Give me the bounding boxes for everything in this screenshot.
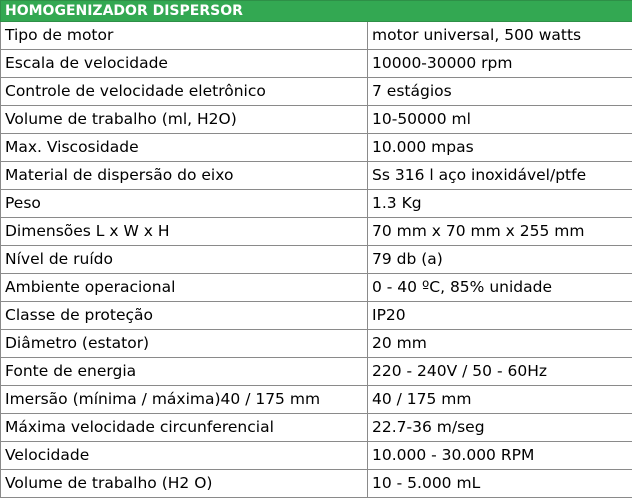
table-row xyxy=(1,246,632,274)
table-header-row xyxy=(1,1,632,22)
spec-value: Ss 316 l aço inoxidável/ptfe xyxy=(368,162,632,190)
spec-label: Nível de ruído xyxy=(1,246,368,274)
table-row xyxy=(1,22,632,50)
spec-label: Volume de trabalho (ml, H2O) xyxy=(1,106,368,134)
table-row xyxy=(1,162,632,190)
spec-label: Velocidade xyxy=(1,442,368,470)
table-row xyxy=(1,302,632,330)
table-row xyxy=(1,50,632,78)
spec-label: Max. Viscosidade xyxy=(1,134,368,162)
table-row xyxy=(1,218,632,246)
table-row xyxy=(1,442,632,470)
spec-label: Peso xyxy=(1,190,368,218)
spec-label: Material de dispersão do eixo xyxy=(1,162,368,190)
table-row xyxy=(1,274,632,302)
spec-label: Tipo de motor xyxy=(1,22,368,50)
spec-label: Escala de velocidade xyxy=(1,50,368,78)
table-title: HOMOGENIZADOR DISPERSOR xyxy=(1,1,632,22)
table-row xyxy=(1,358,632,386)
spec-label: Dimensões L x W x H xyxy=(1,218,368,246)
spec-value: 79 db (a) xyxy=(368,246,632,274)
spec-value: 220 - 240V / 50 - 60Hz xyxy=(368,358,632,386)
table-row xyxy=(1,190,632,218)
spec-value: 20 mm xyxy=(368,330,632,358)
table-row xyxy=(1,386,632,414)
spec-value: 10.000 mpas xyxy=(368,134,632,162)
table-row xyxy=(1,330,632,358)
spec-value: 1.3 Kg xyxy=(368,190,632,218)
spec-label: Controle de velocidade eletrônico xyxy=(1,78,368,106)
spec-value: 0 - 40 ºC, 85% unidade xyxy=(368,274,632,302)
spec-value: IP20 xyxy=(368,302,632,330)
spec-label: Classe de proteção xyxy=(1,302,368,330)
spec-value: 70 mm x 70 mm x 255 mm xyxy=(368,218,632,246)
table-row xyxy=(1,106,632,134)
spec-value: motor universal, 500 watts xyxy=(368,22,632,50)
spec-value: 10-50000 ml xyxy=(368,106,632,134)
spec-value: 10.000 - 30.000 RPM xyxy=(368,442,632,470)
table-row xyxy=(1,470,632,498)
spec-value: 22.7-36 m/seg xyxy=(368,414,632,442)
table-row xyxy=(1,414,632,442)
spec-label: Ambiente operacional xyxy=(1,274,368,302)
spec-value: 40 / 175 mm xyxy=(368,386,632,414)
spec-value: 10 - 5.000 mL xyxy=(368,470,632,498)
spec-value: 10000-30000 rpm xyxy=(368,50,632,78)
spec-label: Máxima velocidade circunferencial xyxy=(1,414,368,442)
table-row xyxy=(1,134,632,162)
spec-label: Fonte de energia xyxy=(1,358,368,386)
spec-value: 7 estágios xyxy=(368,78,632,106)
spec-table-body xyxy=(1,1,632,498)
spec-label: Diâmetro (estator) xyxy=(1,330,368,358)
spec-label: Imersão (mínima / máxima)40 / 175 mm xyxy=(1,386,368,414)
spec-label: Volume de trabalho (H2 O) xyxy=(1,470,368,498)
table-row xyxy=(1,78,632,106)
